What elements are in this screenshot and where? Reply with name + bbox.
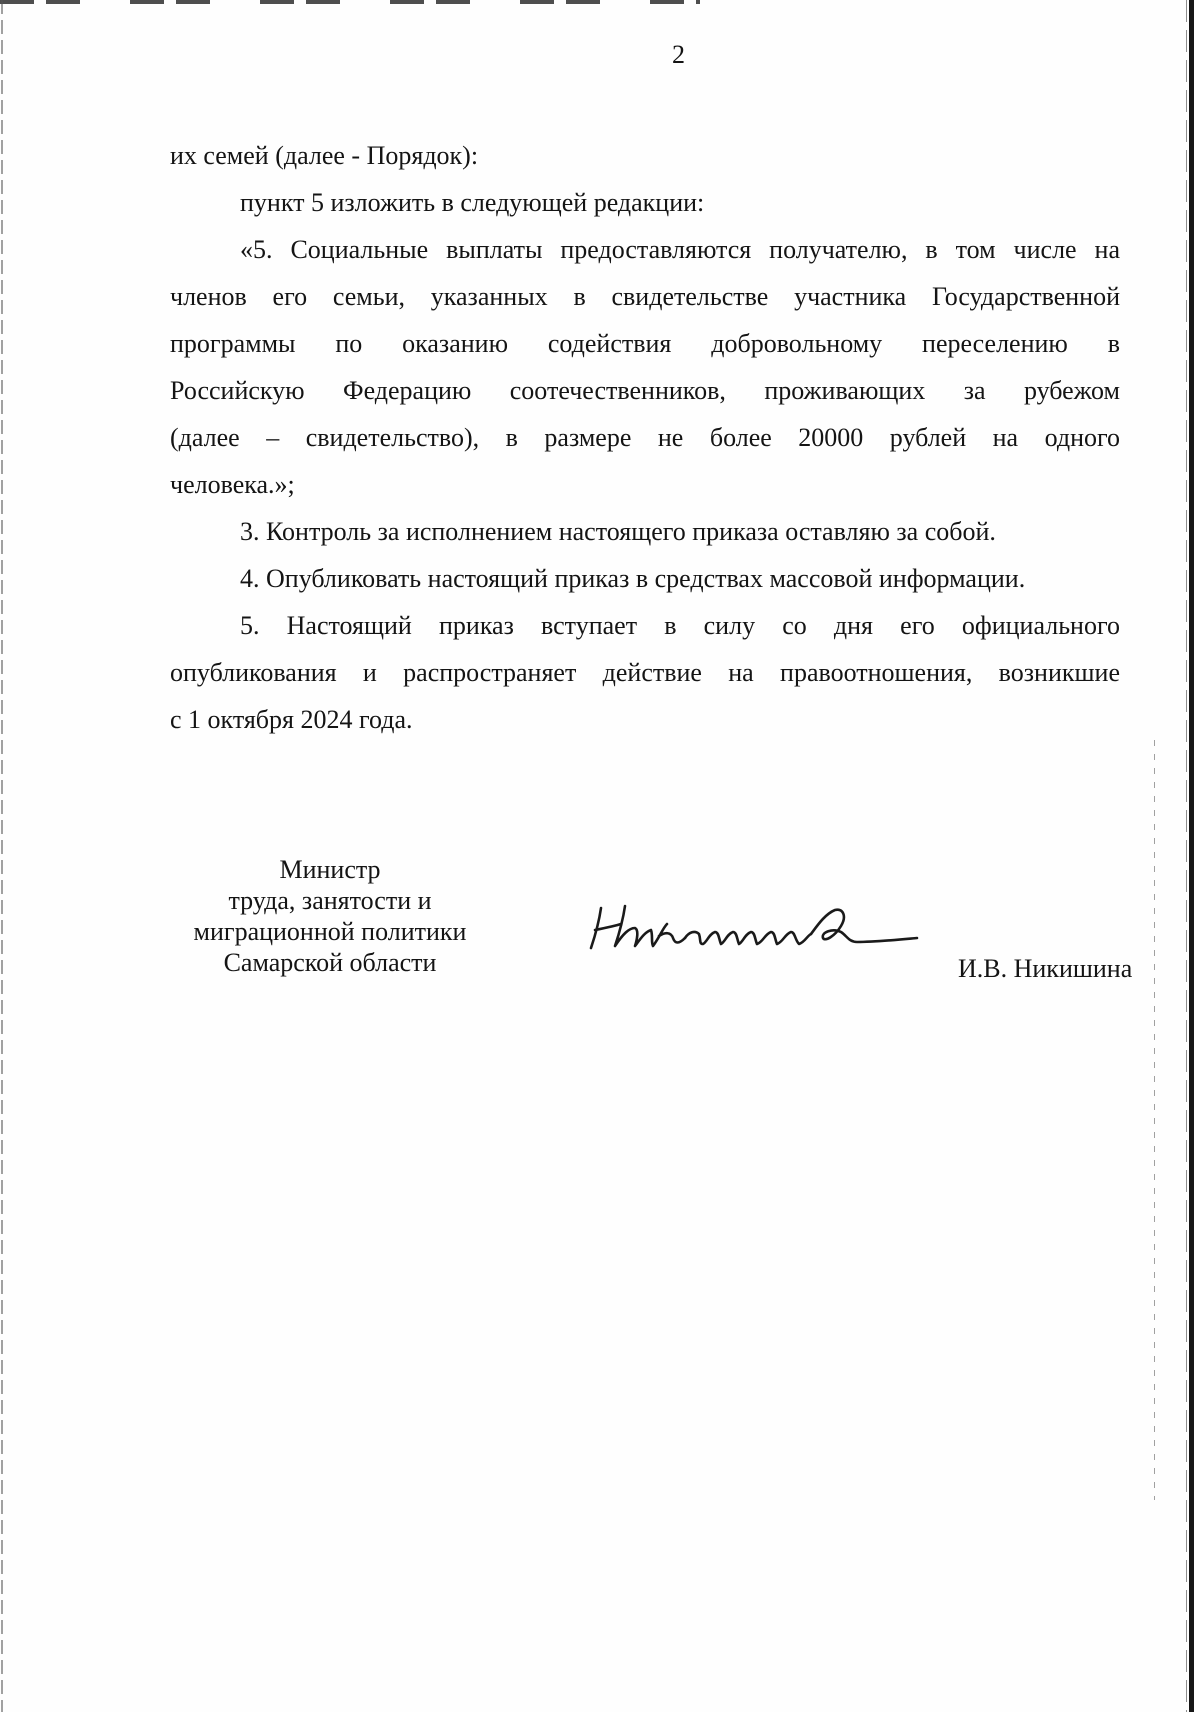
position-line: миграционной политики — [193, 917, 467, 946]
paragraph-effective-date-line: с 1 октября 2024 года. — [170, 705, 413, 734]
position-line: Министр — [279, 855, 381, 884]
paragraph-effective-date-line: опубликования и распространяет действие на правоотношения, возникшие — [170, 658, 1120, 687]
scan-artifact-top — [0, 0, 700, 4]
paragraph-publish: 4. Опубликовать настоящий приказ в средствах массовой информации. — [240, 564, 1026, 593]
signatory-position — [180, 854, 480, 978]
scan-artifact-right-dashed — [1186, 0, 1187, 1712]
paragraph-amendment-line: (далее – свидетельство), в размере не более 20000 рублей на одного — [170, 423, 1120, 452]
scan-artifact-right-inner — [1154, 740, 1155, 1500]
paragraph-amendment-line: членов его семьи, указанных в свидетельстве участника Государственной — [170, 282, 1120, 311]
page-number: 2 — [672, 40, 685, 69]
signer-name: И.В. Никишина — [958, 954, 1133, 983]
position-line: труда, занятости и — [228, 886, 432, 915]
paragraph-amendment-line: «5. Социальные выплаты предоставляются получателю, в том числе на — [240, 235, 1120, 264]
paragraph-control: 3. Контроль за исполнением настоящего приказа оставляю за собой. — [240, 517, 996, 546]
paragraph-amendment-line: человека.»; — [170, 470, 295, 499]
document-body — [170, 132, 1120, 743]
position-line: Самарской области — [223, 948, 437, 977]
paragraph-amendment-intro: пункт 5 изложить в следующей редакции: — [240, 188, 705, 217]
paragraph-amendment-line: Российскую Федерацию соотечественников, проживающих за рубежом — [170, 376, 1120, 405]
scan-artifact-left — [1, 0, 3, 1712]
paragraph-amendment-line: программы по оказанию содействия добровольному переселению в — [170, 329, 1120, 358]
handwritten-signature — [585, 898, 925, 958]
paragraph-effective-date-line: 5. Настоящий приказ вступает в силу со дня его официального — [240, 611, 1120, 640]
paragraph-continuation: их семей (далее - Порядок): — [170, 141, 479, 170]
scan-artifact-right-edge — [1189, 0, 1194, 1712]
